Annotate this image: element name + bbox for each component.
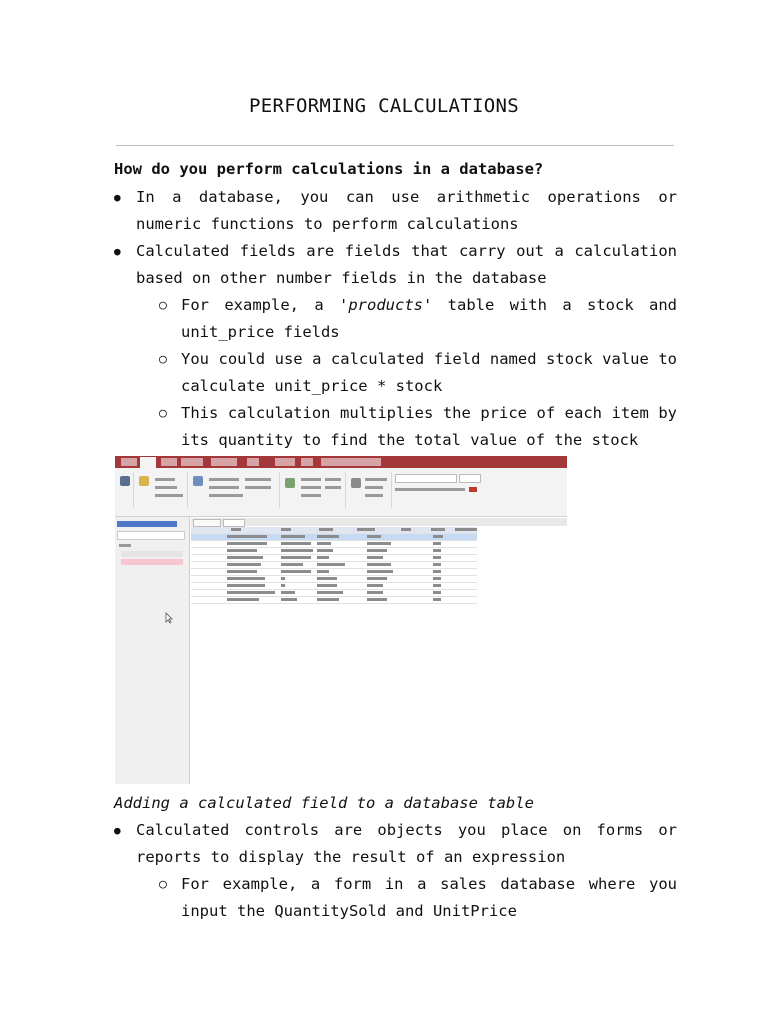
products-example-emphasis: products — [348, 296, 423, 314]
page-title: PERFORMING CALCULATIONS — [249, 95, 519, 117]
bullet-calculated-fields: ● Calculated fields are fields that carry out a calculation based on other number fields in the database — [136, 238, 677, 292]
sub-bullet-sales-form: ○ For example, a form in a sales database where you input the QuantitySold and UnitPrice — [181, 871, 677, 925]
products-example-post: ' table with a stock and unit_price fields — [181, 296, 678, 341]
object-tabs — [191, 518, 567, 526]
title-divider — [116, 145, 674, 146]
bullet-calculated-controls: ● Calculated controls are objects you place on forms or reports to display the result of an expression — [136, 817, 677, 871]
ribbon-tab-bar — [115, 456, 567, 468]
ribbon-toolbar — [115, 468, 567, 517]
sub-bullet-multiplication: ○ This calculation multiplies the price of each item by its quantity to find the total value of the stock — [181, 400, 677, 454]
sub-bullet-stock-value: ○ You could use a calculated field named stock value to calculate unit_price * stock — [181, 346, 677, 400]
sub-bullet-products-example — [181, 292, 677, 346]
mouse-cursor-icon — [165, 612, 173, 624]
section-heading: How do you perform calculations in a database? — [114, 160, 544, 178]
database-screenshot — [115, 456, 567, 784]
screenshot-caption: Adding a calculated field to a database table — [114, 794, 534, 812]
products-example-pre: For example, a ' — [181, 296, 349, 314]
navigation-pane — [115, 517, 190, 784]
bullet-arithmetic: ● In a database, you can use arithmetic operations or numeric functions to perform calculations — [136, 184, 677, 238]
